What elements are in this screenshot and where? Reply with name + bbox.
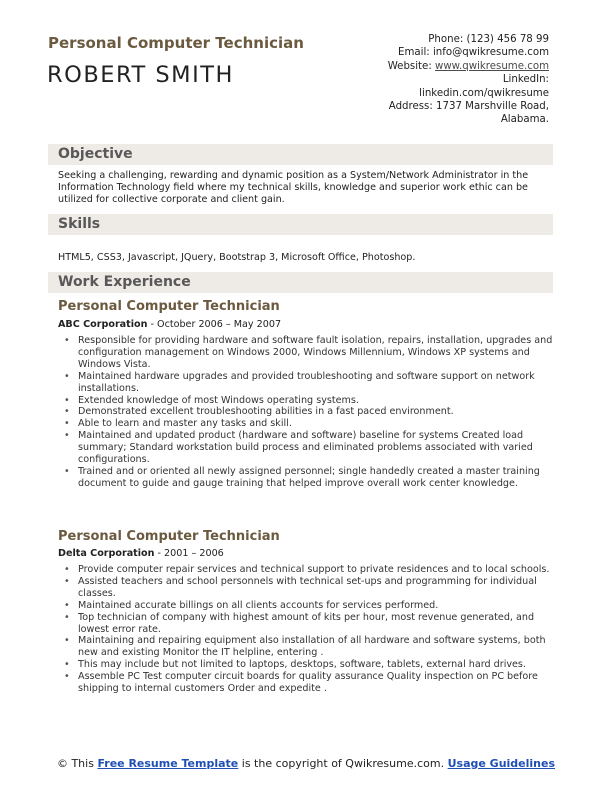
job-1-company-line [58,319,281,330]
skills-section-header [48,214,553,235]
footer-prefix: © This [56,757,98,770]
objective-section-header [48,144,553,165]
job-1-bullets [78,335,556,490]
skills-heading: Skills [58,216,101,232]
list-item: • Responsible for providing hardware and software fault isolation, repairs, installation, upgrades and configuration management on Windows 2000, Windows Millennium, Windows XP systems and Windows Vista. [78,335,556,371]
website-link[interactable]: www.qwikresume.com [434,60,549,72]
copyright-footer [0,757,612,771]
list-item: • Provide computer repair services and technical support to private residences and to local schools. [78,564,556,576]
job-1-company: ABC Corporation [58,319,148,330]
job-2-company: Delta Corporation [58,548,155,559]
job-1-title: Personal Computer Technician [58,299,280,314]
header-job-title: Personal Computer Technician [48,34,304,52]
list-item: • Maintained hardware upgrades and provided troubleshooting and software support on network installations. [78,371,556,395]
list-item: • Extended knowledge of most Windows operating systems. [78,395,556,407]
contact-address-line1: Address: 1737 Marshville Road, [388,101,549,113]
footer-middle: is the copyright of Qwikresume.com. [238,757,448,770]
list-item: • Assemble PC Test computer circuit boards for quality assurance Quality inspection on PC before shipping to internal customers Order and expedite . [78,671,556,695]
list-item: • Assisted teachers and school personnels with technical set-ups and programming for individual classes. [78,576,556,600]
job-2-title: Personal Computer Technician [58,529,280,544]
list-item: • This may include but not limited to laptops, desktops, software, tablets, external hard drives. [78,659,556,671]
work-experience-section-header [48,272,553,293]
objective-text: Seeking a challenging, rewarding and dynamic position as a System/Network Administrator in the Information Technology field where my technical skills, knowledge and superior work ethic can be utilized for collective corporate and client gain. [58,170,529,205]
job-2-bullets [78,564,556,695]
list-item: • Top technician of company with highest amount of kits per hour, most revenue generated, and lowest error rate. [78,612,556,636]
contact-block [299,33,549,127]
usage-guidelines-link[interactable]: Usage Guidelines [447,757,556,770]
job-2-company-line [58,548,224,559]
contact-website-label: Website: [387,60,435,72]
list-item: • Demonstrated excellent troubleshooting abilities in a fast paced environment. [78,406,556,418]
list-item: • Maintaining and repairing equipment also installation of all hardware and software systems, both new and existing Monitor the IT helpline, entering . [78,635,556,659]
list-item: • Maintained and updated product (hardware and software) baseline for systems Created load summary; Standard workstation build process and eliminated problems associated with varied configurations. [78,430,556,466]
contact-linkedin-value: linkedin.com/qwikresume [419,87,549,99]
list-item: • Able to learn and master any tasks and skill. [78,418,556,430]
candidate-name: ROBERT SMITH [47,62,234,88]
skills-text: HTML5, CSS3, Javascript, JQuery, Bootstrap 3, Microsoft Office, Photoshop. [58,252,416,263]
contact-email: Email: info@qwikresume.com [398,47,549,59]
contact-website [299,60,549,73]
objective-heading: Objective [58,146,133,162]
list-item: • Trained and or oriented all newly assigned personnel; single handedly created a master training document to guide and gauge training that helped improve overall work center knowledge. [78,466,556,490]
list-item: • Maintained accurate billings on all clients accounts for services performed. [78,600,556,612]
contact-address-line2: Alabama. [500,114,549,126]
job-1-dates: - October 2006 – May 2007 [147,319,282,330]
job-2-dates: - 2001 – 2006 [154,548,224,559]
contact-phone: Phone: (123) 456 78 99 [428,34,549,45]
work-experience-heading: Work Experience [58,274,191,290]
free-resume-template-link[interactable]: Free Resume Template [97,757,239,770]
contact-linkedin-label: LinkedIn: [502,74,549,86]
